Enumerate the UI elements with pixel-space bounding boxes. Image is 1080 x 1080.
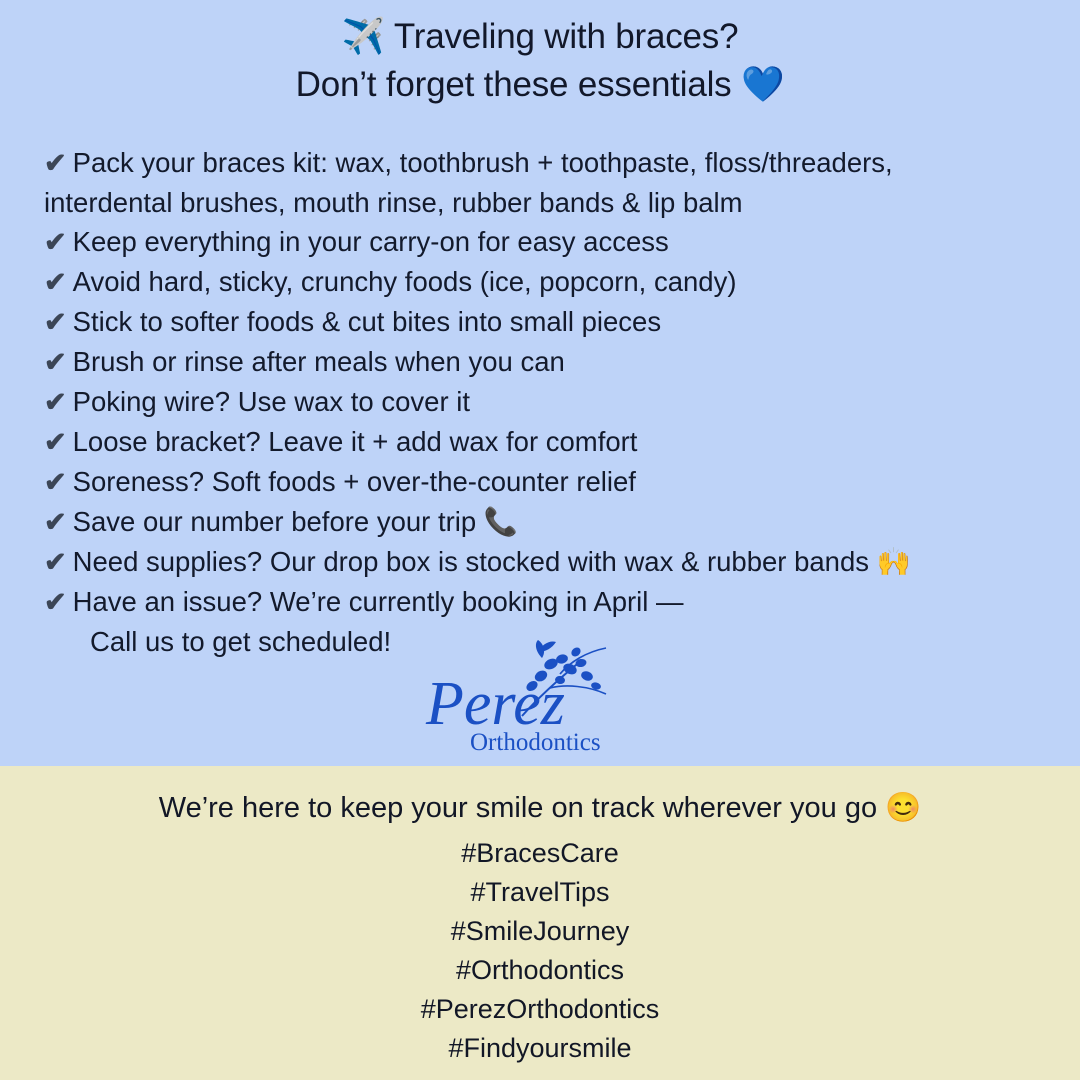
- list-item-label: Keep everything in your carry-on for easy access: [72, 226, 669, 257]
- check-icon: ✔: [44, 347, 67, 377]
- list-item-label: Need supplies? Our drop box is stocked with wax & rubber bands 🙌: [72, 546, 911, 577]
- check-icon: ✔: [44, 547, 67, 577]
- list-item-label: Save our number before your trip 📞: [72, 506, 519, 537]
- list-item-label: Have an issue? We’re currently booking in April —: [72, 586, 684, 617]
- list-item-label: Avoid hard, sticky, crunchy foods (ice, popcorn, candy): [72, 266, 737, 297]
- footer-section: [0, 766, 1080, 1080]
- hashtag: #PerezOrthodontics: [420, 994, 660, 1024]
- hashtag: #TravelTips: [470, 877, 610, 907]
- list-item: [44, 302, 1036, 342]
- list-item-label: Poking wire? Use wax to cover it: [72, 386, 471, 417]
- hashtag: #Orthodontics: [455, 955, 625, 985]
- headline: [0, 0, 1080, 109]
- headline-line-2: Don’t forget these essentials 💙: [295, 65, 785, 104]
- check-icon: ✔: [44, 587, 67, 617]
- check-icon: ✔: [44, 227, 67, 257]
- list-item: [44, 143, 1036, 222]
- check-icon: ✔: [44, 307, 67, 337]
- tip-line-1: [44, 586, 684, 617]
- list-item: [44, 422, 1036, 462]
- brand-logo: [0, 628, 1080, 758]
- check-icon: ✔: [44, 267, 67, 297]
- list-item: [44, 342, 1036, 382]
- list-item-label: Loose bracket? Leave it + add wax for comfort: [72, 426, 638, 457]
- list-item-label: Stick to softer foods & cut bites into small pieces: [72, 306, 662, 337]
- check-icon: ✔: [44, 467, 67, 497]
- logo-script-text: Perez: [426, 670, 565, 738]
- list-item-label: Soreness? Soft foods + over-the-counter relief: [72, 466, 636, 497]
- logo-graphic: [410, 628, 670, 758]
- hashtag: #BracesCare: [461, 838, 619, 868]
- footer-tagline: We’re here to keep your smile on track wherever you go 😊: [158, 792, 922, 824]
- tip-line-2: Call us to get scheduled!: [90, 626, 392, 657]
- list-item: [44, 542, 1036, 582]
- tips-list: [0, 143, 1080, 661]
- headline-line-1: ✈️ Traveling with braces?: [341, 17, 739, 56]
- list-item-label: Pack your braces kit: wax, toothbrush + toothpaste, floss/threaders,: [72, 147, 893, 178]
- logo-subtitle-text: Orthodontics: [470, 729, 601, 756]
- list-item: [44, 462, 1036, 502]
- list-item-label: Brush or rinse after meals when you can: [72, 346, 565, 377]
- check-icon: ✔: [44, 148, 67, 178]
- hashtag: #Findyoursmile: [448, 1033, 632, 1063]
- list-item: [44, 382, 1036, 422]
- check-icon: ✔: [44, 427, 67, 457]
- list-item: [44, 222, 1036, 262]
- tip-line-1: [44, 143, 1036, 183]
- list-item: [44, 502, 1036, 542]
- logo-svg: [410, 628, 670, 758]
- check-icon: ✔: [44, 387, 67, 417]
- list-item: [44, 262, 1036, 302]
- hashtag: #SmileJourney: [450, 916, 630, 946]
- check-icon: ✔: [44, 507, 67, 537]
- tip-line-2: interdental brushes, mouth rinse, rubber bands & lip balm: [44, 187, 743, 218]
